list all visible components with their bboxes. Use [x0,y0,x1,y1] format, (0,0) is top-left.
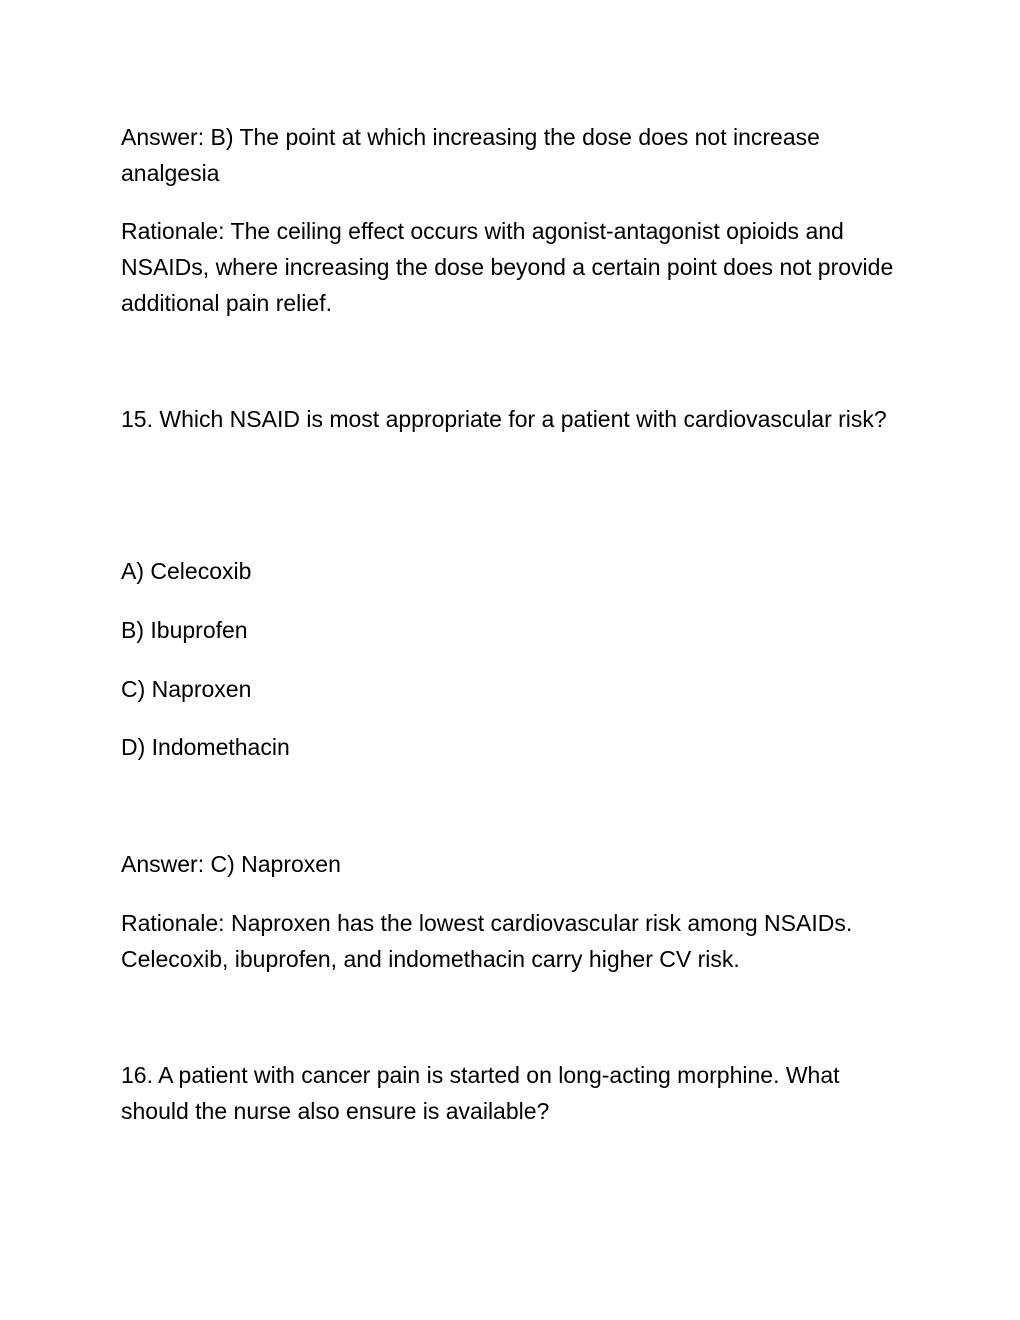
question-15-stem: 15. Which NSAID is most appropriate for a patient with cardiovascular risk? [121,406,887,432]
question-15-answer: Answer: C) Naproxen [121,851,341,877]
question-15-option-c: C) Naproxen [121,676,252,702]
prev-answer: Answer: B) The point at which increasing the dose does not increase analgesia [121,124,820,186]
question-16-stem: 16. A patient with cancer pain is started on long-acting morphine. What should the nurse also ensure is available? [121,1062,840,1124]
question-15-option-d: D) Indomethacin [121,734,290,760]
question-15-option-a: A) Celecoxib [121,558,252,584]
question-15-option-b: B) Ibuprofen [121,617,248,643]
question-15-rationale: Rationale: Naproxen has the lowest cardiovascular risk among NSAIDs. Celecoxib, ibuprofen, and indomethacin carry higher CV risk. [121,910,853,972]
prev-rationale: Rationale: The ceiling effect occurs with agonist-antagonist opioids and NSAIDs, where increasing the dose beyond a certain point does not provide additional pain relief. [121,218,894,316]
